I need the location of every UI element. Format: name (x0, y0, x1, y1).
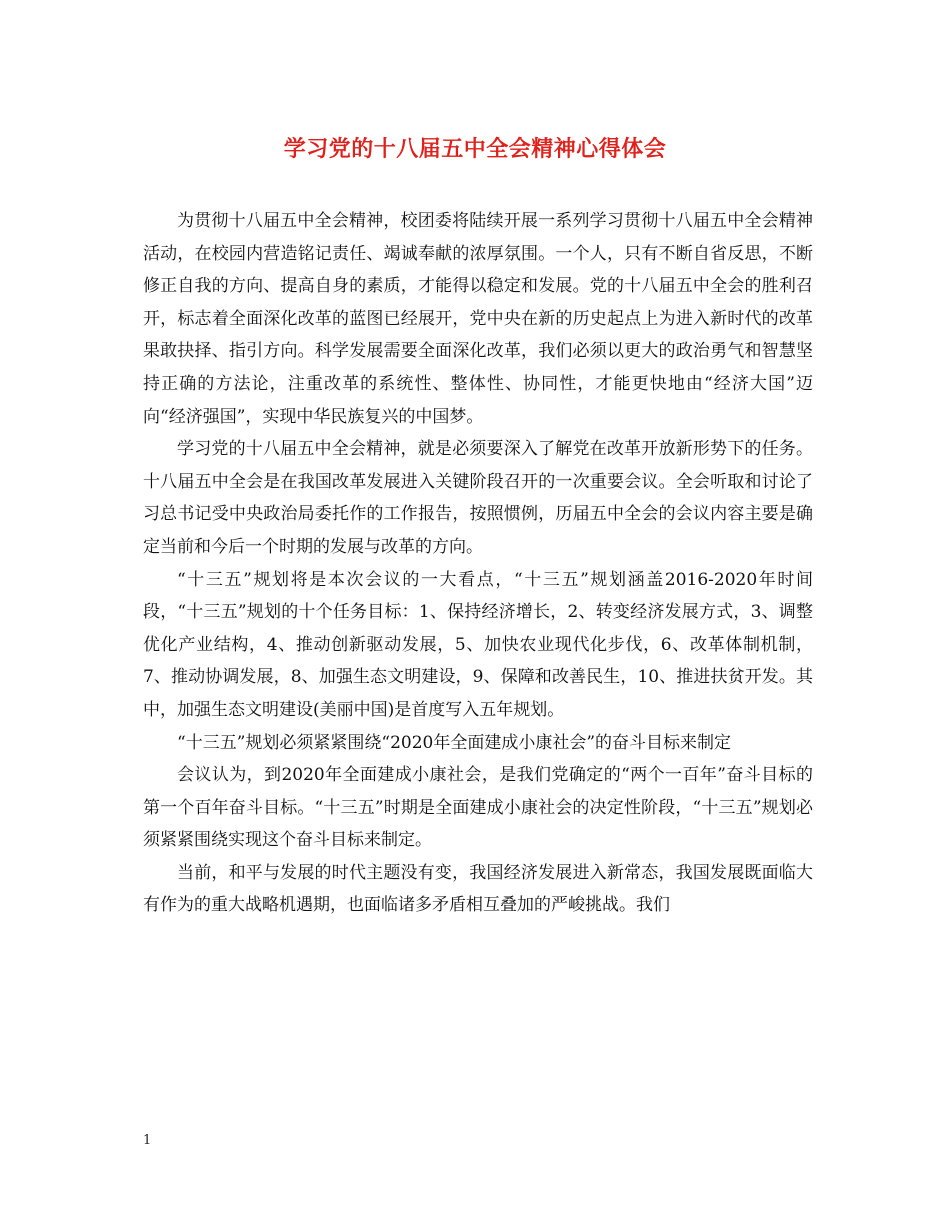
paragraph-4: “十三五”规划必须紧紧围绕“2020年全面建成小康社会”的奋斗目标来制定 (177, 732, 732, 753)
paragraph-2: 学习党的十八届五中全会精神，就是必须要深入了解党在改革开放新形势下的任务。十八届五中全会是在我国改革发展进入关键阶段召开的一次重要会议。全会听取和讨论了习总书记受中央政治局委托作的工作报告，按照惯例，历届五中全会的会议内容主要是确定当前和今后一个时期的发展与改革的方向。 (143, 439, 813, 557)
paragraph-1: 为贯彻十八届五中全会精神，校团委将陆续开展一系列学习贯彻十八届五中全会精神活动，在校园内营造铭记责任、竭诚奉献的浓厚氛围。一个人，只有不断自省反思，不断修正自我的方向、提高自身的素质，才能得以稳定和发展。党的十八届五中全会的胜利召开，标志着全面深化改革的蓝图已经展开，党中央在新的历史起点上为进入新时代的改革果敢抉择、指引方向。科学发展需要全面深化改革，我们必须以更大的政治勇气和智慧坚持正确的方法论，注重改革的系统性、整体性、协同性，才能更快地由“经济大国”迈向“经济强国”，实现中华民族复兴的中国梦。 (143, 211, 813, 427)
paragraph-5: 会议认为，到2020年全面建成小康社会，是我们党确定的“两个一百年”奋斗目标的第一个百年奋斗目标。“十三五”时期是全面建成小康社会的决定性阶段，“十三五”规划必须紧紧围绕实现这个奋斗目标来制定。 (143, 765, 813, 851)
document-title: 学习党的十八届五中全会精神心得体会 (283, 136, 667, 162)
document-body (143, 205, 813, 922)
paragraph-6: 当前，和平与发展的时代主题没有变，我国经济发展进入新常态，我国发展既面临大有作为的重大战略机遇期，也面临诸多矛盾相互叠加的严峻挑战。我们 (143, 862, 813, 916)
page-number: 1 (143, 1133, 152, 1148)
paragraph-3: “十三五”规划将是本次会议的一大看点，“十三五”规划涵盖2016-2020年时间段，“十三五”规划的十个任务目标：1、保持经济增长，2、转变经济发展方式，3、调整优化产业结构，4、推动创新驱动发展，5、加快农业现代化步伐，6、改革体制机制，7、推动协调发展，8、加强生态文明建设，9、保障和改善民生，10、推进扶贫开发。其中，加强生态文明建设(美丽中国)是首度写入五年规划。 (143, 569, 813, 720)
